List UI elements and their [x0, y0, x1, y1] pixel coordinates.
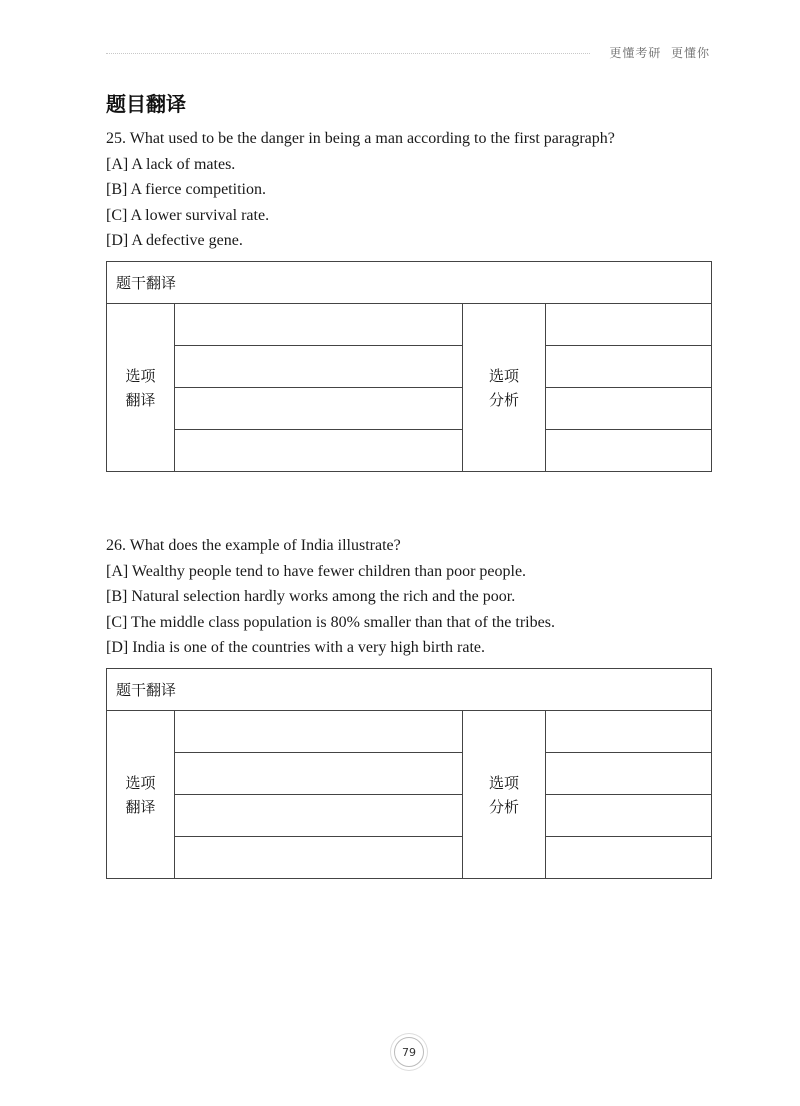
option-d: [D] India is one of the countries with a very high birth rate.	[106, 639, 485, 656]
translation-table-26	[106, 668, 712, 879]
analysis-cell-d[interactable]	[546, 837, 712, 879]
option-analysis-label: 选项 分析	[463, 304, 546, 472]
translation-cell-d[interactable]	[175, 837, 463, 879]
translation-cell-d[interactable]	[175, 430, 463, 472]
option-a: [A] Wealthy people tend to have fewer children than poor people.	[106, 562, 527, 580]
section-title: 题目翻译	[106, 92, 186, 116]
analysis-cell-b[interactable]	[546, 346, 712, 388]
option-b: [B] A fierce competition.	[106, 181, 266, 198]
analysis-cell-a[interactable]	[546, 711, 712, 753]
translation-cell-c[interactable]	[175, 388, 463, 430]
option-a: [A] A lack of mates.	[106, 155, 236, 173]
analysis-cell-b[interactable]	[546, 753, 712, 795]
stem-translation-label: 题干翻译	[107, 669, 712, 711]
option-d: [D] A defective gene.	[106, 232, 243, 249]
question-25	[106, 126, 712, 254]
translation-cell-c[interactable]	[175, 795, 463, 837]
analysis-cell-a[interactable]	[546, 304, 712, 346]
translation-cell-b[interactable]	[175, 346, 463, 388]
page-number: 79	[394, 1037, 424, 1067]
translation-cell-a[interactable]	[175, 711, 463, 753]
option-b: [B] Natural selection hardly works among the rich and the poor.	[106, 588, 516, 605]
option-c: [C] The middle class population is 80% smaller than that of the tribes.	[106, 613, 555, 631]
translation-table-25	[106, 261, 712, 472]
option-translation-label: 选项 翻译	[107, 711, 175, 879]
analysis-cell-c[interactable]	[546, 795, 712, 837]
stem-translation-label: 题干翻译	[107, 262, 712, 304]
question-stem: 26. What does the example of India illustrate?	[106, 537, 401, 554]
question-stem: 25. What used to be the danger in being a man according to the first paragraph?	[106, 130, 615, 147]
option-translation-label: 选项 翻译	[107, 304, 175, 472]
option-c: [C] A lower survival rate.	[106, 206, 270, 224]
translation-cell-a[interactable]	[175, 304, 463, 346]
question-26	[106, 533, 712, 661]
analysis-cell-c[interactable]	[546, 388, 712, 430]
translation-cell-b[interactable]	[175, 753, 463, 795]
header-slogan: 更懂考研 更懂你	[609, 46, 710, 60]
option-analysis-label: 选项 分析	[463, 711, 546, 879]
analysis-cell-d[interactable]	[546, 430, 712, 472]
header-rule	[106, 53, 590, 54]
